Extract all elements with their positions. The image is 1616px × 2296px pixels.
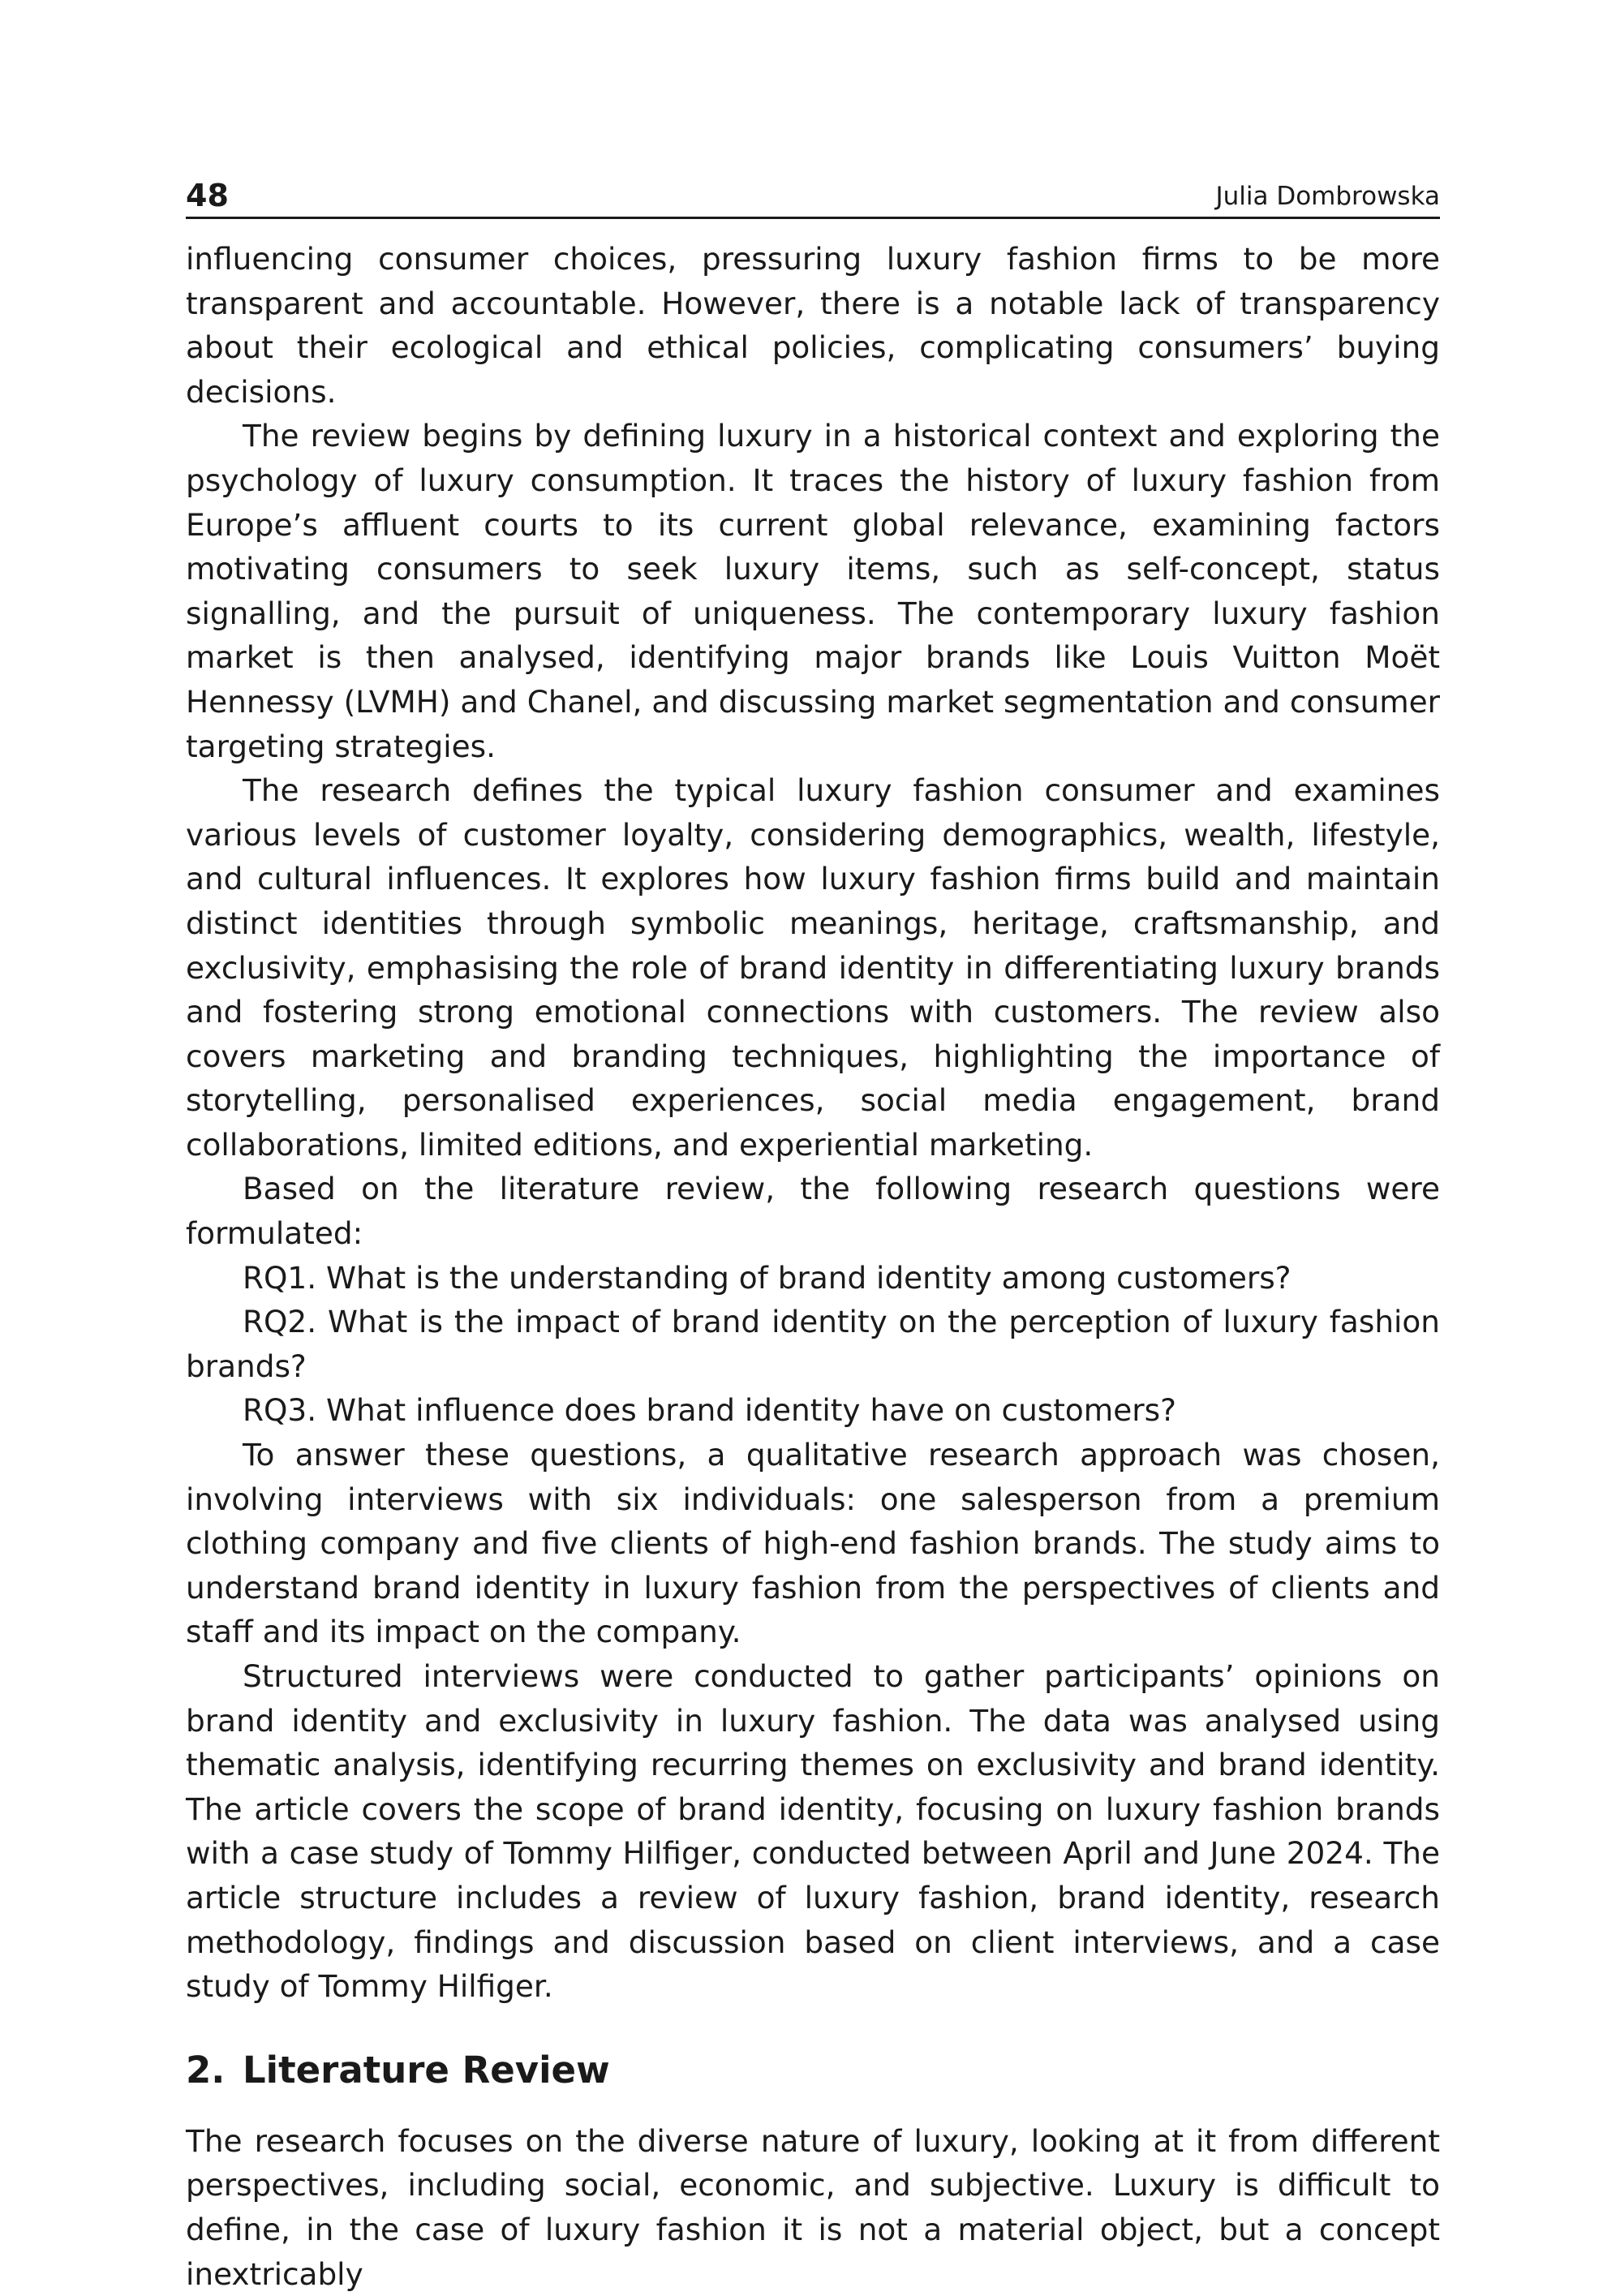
paragraph: To answer these questions, a qualitative research approach was chosen, involving interviews with six individuals: one salesperson from a premium clothing company and five clients of high-end fashion brands. The study aims to understand brand identity in luxury fashion from the perspectives of clients and staff and its impact on the company. xyxy=(186,1437,1440,1650)
paragraph: Based on the literature review, the following research questions were formulated: xyxy=(186,1171,1440,1252)
section-number: 2. xyxy=(186,2048,226,2092)
paragraph: The research defines the typical luxury fashion consumer and examines various levels of customer loyalty, considering demographics, wealth, lifestyle, and cultural influences. It explores how luxury fashion firms build and maintain distinct identities through symbolic meanings, heritage, craftsmanship, and exclusivity, emphasising the role of brand identity in differentiating luxury brands and fostering strong emotional connections with customers. The review also covers marketing and branding techniques, highlighting the importance of storytelling, personalised experiences, social media engagement, brand collaborations, limited editions, and experiential marketing. xyxy=(186,772,1440,1163)
section-heading xyxy=(186,2048,1440,2093)
running-head-author: Julia Dombrowska xyxy=(1215,182,1440,211)
paragraph: The review begins by defining luxury in a historical context and exploring the psychology of luxury consumption. It traces the history of luxury fashion from Europe’s affluent courts to its current global relevance, examining factors motivating consumers to seek luxury items, such as self-concept, status signalling, and the pursuit of uniqueness. The contemporary luxury fashion market is then analysed, identifying major brands like Louis Vuitton Moët Hennessy (LVMH) and Chanel, and discussing market segmentation and consumer targeting strategies. xyxy=(186,418,1440,764)
research-question: RQ1. What is the understanding of brand identity among customers? xyxy=(243,1259,1292,1296)
section-title: Literature Review xyxy=(243,2048,610,2092)
research-question: RQ2. What is the impact of brand identity on the perception of luxury fashion brands? xyxy=(186,1304,1440,1384)
page-number: 48 xyxy=(186,178,229,213)
paragraph: influencing consumer choices, pressuring luxury fashion firms to be more transparent and accountable. However, there is a notable lack of transparency about their ecological and ethical policies, complicating consumers’ buying decisions. xyxy=(186,241,1440,410)
body-text xyxy=(186,237,1440,2296)
research-question: RQ3. What influence does brand identity have on customers? xyxy=(243,1392,1176,1429)
running-head xyxy=(186,172,1440,219)
page xyxy=(186,172,1440,2296)
paragraph: The research focuses on the diverse nature of luxury, looking at it from different perspectives, including social, economic, and subjective. Luxury is difficult to define, in the case of luxury fashion it is not a material object, but a concept inextricably xyxy=(186,2122,1440,2292)
paragraph: Structured interviews were conducted to gather participants’ opinions on brand identity and exclusivity in luxury fashion. The data was analysed using thematic analysis, identifying recurring themes on exclusivity and brand identity. The article covers the scope of brand identity, focusing on luxury fashion brands with a case study of Tommy Hilfiger, conducted between April and June 2024. The article structure includes a review of luxury fashion, brand identity, research methodology, findings and discussion based on client interviews, and a case study of Tommy Hilfiger. xyxy=(186,1658,1440,2005)
